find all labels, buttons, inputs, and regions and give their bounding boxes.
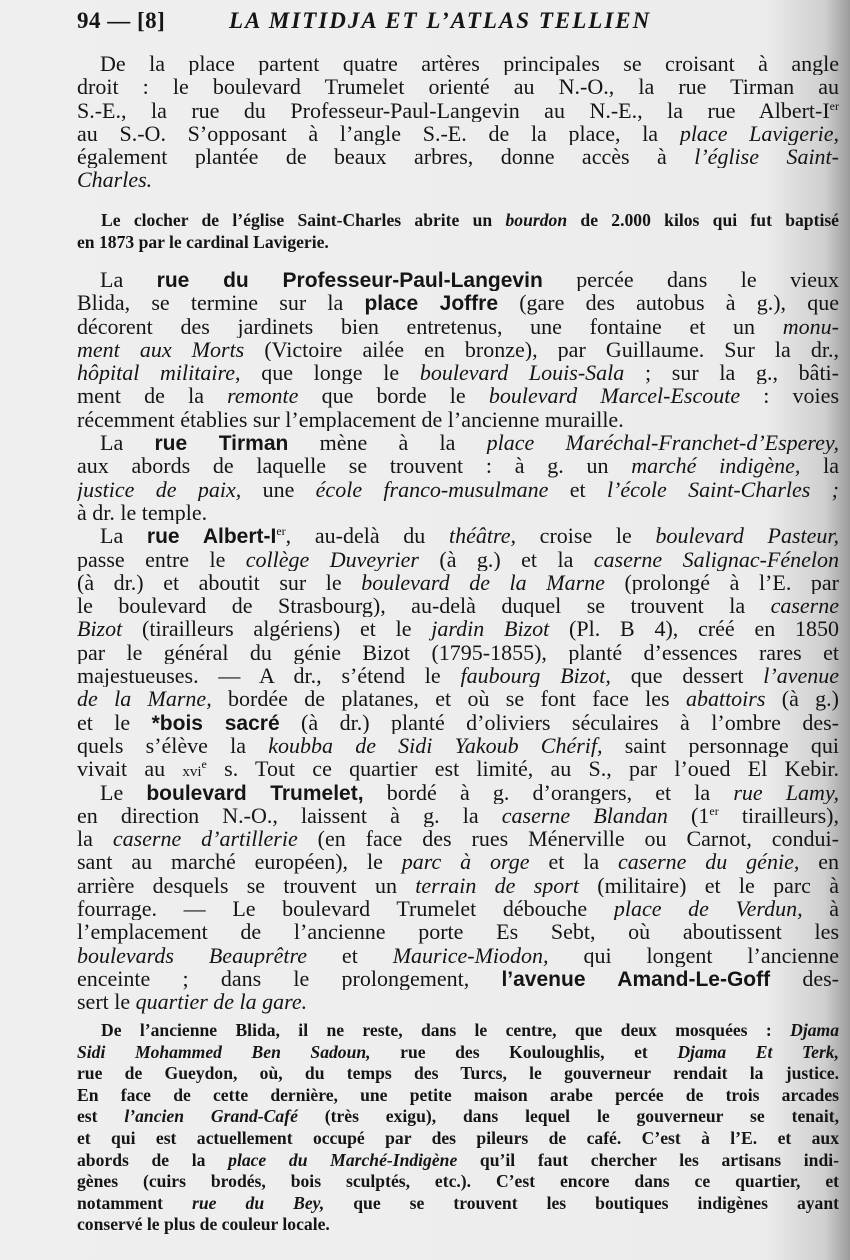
text-line: sert le quartier de la gare. — [77, 990, 308, 1014]
text-line: le boulevard de Strasbourg), au-delà duquel se trouvent la caserne — [77, 594, 839, 618]
text-line: aux abords de laquelle se trouvent : à g. un marché indigène, la — [77, 454, 839, 478]
text-line: droit : le boulevard Trumelet orienté au N.-O., la rue Tirman au — [77, 75, 839, 99]
text-line: enceinte ; dans le prolongement, l’avenue Amand-Le-Goff des- — [77, 966, 839, 991]
text-line: arrière desquels se trouvent un terrain de sport (militaire) et le parc à — [77, 873, 839, 898]
text-line: La rue Albert-Ier, au-delà du théâtre, croise le boulevard Pasteur, — [100, 524, 839, 548]
text-line: De l’ancienne Blida, il ne reste, dans le centre, que deux mosquées : Djama — [101, 1020, 839, 1040]
text-line: à dr. le temple. — [77, 500, 208, 525]
text-line: au S.-O. S’opposant à l’angle S.-E. de la place, la place Lavigerie, — [77, 121, 839, 146]
text-line: conservé le plus de couleur locale. — [77, 1214, 330, 1235]
text-line: quels s’élève la koubba de Sidi Yakoub Chérif, saint personnage qui — [77, 733, 839, 758]
running-header — [77, 8, 837, 38]
text-line: rue de Gueydon, où, du temps des Turcs, le gouverneur rendait la justice. — [77, 1063, 839, 1084]
text-line: ment aux Morts (Victoire ailée en bronze), par Guillaume. Sur la dr., — [77, 337, 839, 362]
text-line: Bizot (tirailleurs algériens) et le jardin Bizot (Pl. B 4), créé en 1850 — [77, 617, 839, 641]
text-line: abords de la place du Marché-Indigène qu’il faut chercher les artisans indi- — [77, 1149, 839, 1170]
page-number: 94 — [8] — [77, 8, 166, 33]
text-line: Sidi Mohammed Ben Sadoun, rue des Kouloughlis, et Djama Et Terk, — [77, 1041, 839, 1062]
text-line: en 1873 par le cardinal Lavigerie. — [77, 231, 329, 252]
text-line: hôpital militaire, que longe le boulevard Louis-Sala ; sur la g., bâti- — [77, 361, 839, 385]
text-line: l’emplacement de l’ancienne porte Es Sebt, où aboutissent les — [77, 920, 839, 944]
text-line: La rue du Professeur-Paul-Langevin percée dans le vieux — [100, 268, 839, 292]
running-title: LA MITIDJA ET L’ATLAS TELLIEN — [229, 8, 652, 33]
text-line: Charles. — [77, 168, 153, 192]
text-line: la caserne d’artillerie (en face des rues Ménerville ou Carnot, condui- — [77, 827, 839, 851]
text-line: Blida, se termine sur la place Joffre (gare des autobus à g.), que — [77, 291, 839, 315]
text-line: Le clocher de l’église Saint-Charles abrite un bourdon de 2.000 kilos qui fut baptisé — [101, 210, 839, 230]
text-line: est l’ancien Grand-Café (très exigu), dans lequel le gouverneur se tenait, — [77, 1106, 839, 1127]
text-line: En face de cette dernière, une petite maison arabe percée de trois arcades — [77, 1084, 839, 1105]
text-line: ment de la remonte que borde le boulevard Marcel-Escoute : voies — [77, 384, 839, 408]
text-line: également plantée de beaux arbres, donne accès à l’église Saint- — [77, 145, 839, 169]
text-line: vivait au xvi$^e$ s. Tout ce quartier est limité, au S., par l’oued El Kebir. — [77, 757, 839, 781]
text-line: fourrage. — Le boulevard Trumelet débouche place de Verdun, à — [77, 897, 839, 921]
text-line: (à dr.) et aboutit sur le boulevard de la Marne (prolongé à l’E. par — [77, 570, 839, 595]
note-bell-tower — [77, 210, 839, 253]
text-line: De la place partent quatre artères principales se croisant à angle — [100, 52, 839, 76]
text-line: décorent des jardinets bien entretenus, une fontaine et un monu- — [77, 314, 839, 338]
text-line: S.-E., la rue du Professeur-Paul-Langevin au N.-E., la rue Albert-Ier — [77, 98, 839, 122]
text-line: boulevards Beauprêtre et Maurice-Miodon, qui longent l’ancienne — [77, 943, 839, 967]
text-line: en direction N.-O., laissent à g. la caserne Blandan (1er tirailleurs), — [77, 803, 839, 828]
text-line: par le général du génie Bizot (1795-1855), planté d’essences rares et — [77, 640, 839, 665]
text-line: de la Marne, bordée de platanes, et où se font face les abattoirs (à g.) — [77, 687, 839, 711]
paragraph-old-blida — [77, 1020, 839, 1236]
text-line: récemment établies sur l’emplacement de l’ancienne muraille. — [77, 407, 624, 432]
text-line: majestueuses. — A dr., s’étend le faubourg Bizot, que dessert l’avenue — [77, 664, 839, 688]
text-line: La rue Tirman mène à la place Maréchal-Franchet-d’Esperey, — [100, 431, 839, 455]
text-line: justice de paix, une école franco-musulmane et l’école Saint-Charles ; — [77, 477, 839, 501]
text-line: gènes (cuirs brodés, bois sculptés, etc.). C’est encore dans ce quartier, et — [77, 1171, 839, 1192]
paragraph-streets — [77, 268, 839, 1014]
text-line: et le *bois sacré (à dr.) planté d’oliviers séculaires à l’ombre des- — [77, 710, 839, 734]
text-line: passe entre le collège Duveyrier (à g.) et la caserne Salignac-Fénelon — [77, 547, 839, 571]
text-line: Le boulevard Trumelet, bordé à g. d’orangers, et la rue Lamy, — [100, 780, 839, 804]
text-line: et qui est actuellement occupé par des pileurs de café. C’est à l’E. et aux — [77, 1127, 839, 1148]
paragraph-intro — [77, 52, 839, 192]
text-line: sant au marché européen), le parc à orge et la caserne du génie, en — [77, 850, 839, 874]
text-line: notamment rue du Bey, que se trouvent les boutiques indigènes ayant — [77, 1192, 839, 1213]
